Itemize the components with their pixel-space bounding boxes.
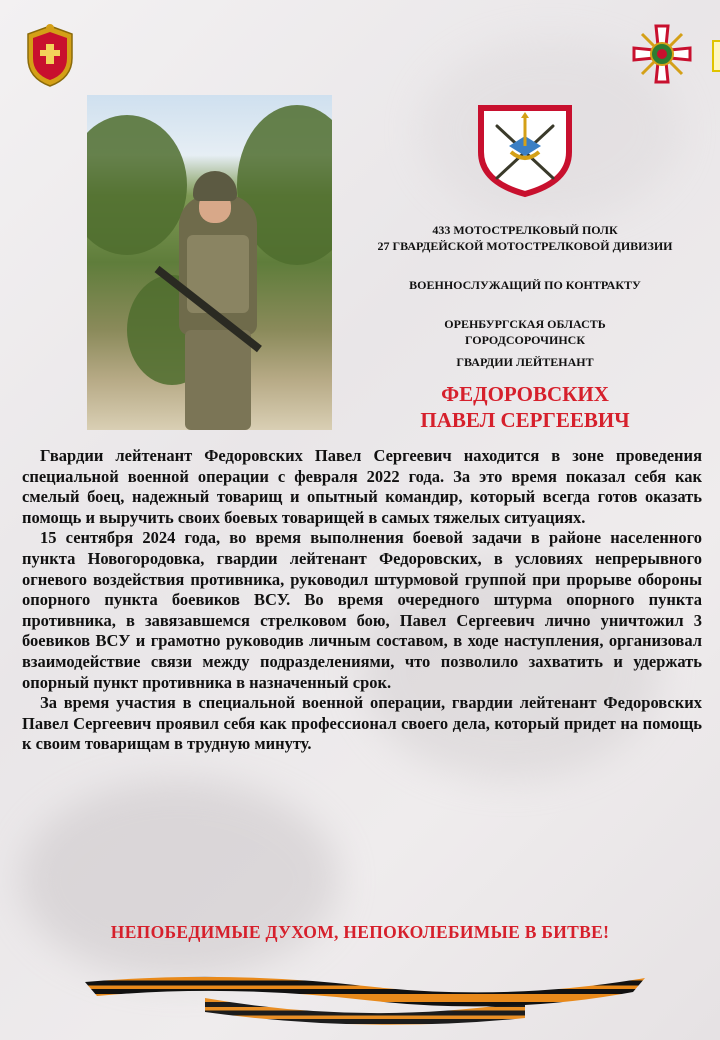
unit-name (330, 222, 720, 254)
paragraph: 15 сентября 2024 года, во время выполнения боевой задачи в районе населенного пункта Новогородовка, гвардии лейтенант Федоровских, в условиях непрерывного огневого воздействия противника, руководил штурмовой группой при прорыве обороны опорного пункта боевиков ВСУ. Во время очередного штурма опорного пункта противника, в завязавшемся стрелковом бою, Павел Сергеевич лично уничтожил 3 боевиков ВСУ и грамотно руководив личным составом, в ходе наступления, организовал взаимодействие связи между подразделениями, что позволило захватить и удержать опорный пункт противника в назначенный срок. (22, 528, 702, 692)
soldier-portrait-photo (87, 95, 332, 430)
region (330, 316, 720, 348)
full-name (330, 381, 720, 433)
rank: ГВАРДИИ ЛЕЙТЕНАНТ (456, 355, 594, 369)
corner-mark (712, 40, 720, 72)
biography-text (22, 446, 702, 755)
unit-shield-emblem-icon (475, 102, 575, 198)
background-shade (20, 780, 340, 980)
st-george-ribbon-icon (85, 968, 645, 1028)
motto: НЕПОБЕДИМЫЕ ДУХОМ, НЕПОКОЛЕБИМЫЕ В БИТВЕ! (110, 922, 610, 942)
given-names: ПАВЕЛ СЕРГЕЕВИЧ (420, 408, 630, 432)
unit-line-2: 27 ГВАРДЕЙСКОЙ МОТОСТРЕЛКОВОЙ ДИВИЗИИ (377, 239, 673, 253)
paragraph: Гвардии лейтенант Федоровских Павел Сергеевич находится в зоне проведения специальной военной операции с февраля 2022 года. За это время показал себя как смелый боец, надежный товарищ и опытный командир, который всегда готов оказать помощь и выручить своих боевых товарищей в самых тяжелых ситуациях. (22, 446, 702, 527)
region-line-1: ОРЕНБУРГСКАЯ ОБЛАСТЬ (444, 317, 606, 331)
unit-line-1: 433 МОТОСТРЕЛКОВЫЙ ПОЛК (432, 223, 618, 237)
paragraph: За время участия в специальной военной операции, гвардии лейтенант Федоровских Павел Сергеевич проявил себя как профессионал своего дела, который придет на помощь к своим товарищам в трудную минуту. (22, 693, 702, 754)
surname: ФЕДОРОВСКИХ (441, 382, 609, 406)
heraldic-shield-emblem-icon (22, 22, 78, 90)
service-type: ВОЕННОСЛУЖАЩИЙ ПО КОНТРАКТУ (409, 278, 641, 292)
cross-order-emblem-icon (630, 22, 694, 86)
region-line-2: ГОРОДСОРОЧИНСК (464, 333, 586, 347)
